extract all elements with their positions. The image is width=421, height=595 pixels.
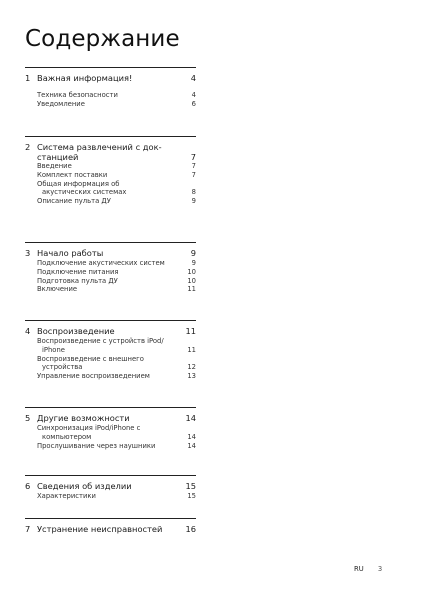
toc-section-7 (25, 518, 196, 539)
section-title: Другие возможности (37, 413, 130, 423)
entry-title: Техника безопасности (37, 91, 118, 99)
entry-title: Управление воспроизведением (37, 372, 150, 381)
section-number: 6 (25, 481, 31, 491)
toc-entry[interactable] (37, 285, 196, 294)
section-page: 9 (190, 248, 196, 258)
section-heading[interactable] (25, 524, 196, 534)
entry-title: Введение (37, 162, 72, 170)
section-page: 15 (185, 481, 196, 491)
toc-entry[interactable] (37, 180, 196, 198)
entry-title: Общая информация об акустических системах (37, 179, 127, 197)
toc-entry[interactable] (37, 355, 196, 373)
section-page: 16 (185, 524, 196, 534)
entry-page: 13 (187, 372, 196, 381)
entry-page: 7 (191, 170, 196, 179)
entry-title: Описание пульта ДУ (37, 197, 111, 206)
entry-title: Характеристики (37, 492, 96, 500)
toc-entry[interactable] (37, 337, 196, 355)
entry-page: 8 (191, 188, 196, 197)
entry-title: Воспроизведение с внешнего устройства (37, 354, 144, 372)
section-page: 4 (190, 73, 196, 83)
page-title: Содержание (25, 26, 180, 52)
section-number: 3 (25, 248, 31, 258)
entry-page: 10 (187, 267, 196, 276)
section-page: 14 (185, 413, 196, 423)
section-number: 2 (25, 142, 31, 152)
section-title: Устранение неисправностей (37, 524, 163, 534)
section-page: 7 (190, 152, 196, 162)
entry-page: 11 (187, 345, 196, 354)
toc-entry[interactable] (37, 197, 196, 206)
table-of-contents (25, 67, 196, 539)
entry-page: 12 (187, 363, 196, 372)
toc-section-2 (25, 136, 196, 242)
entry-title: Прослушивание через наушники (37, 441, 156, 450)
entry-page: 14 (187, 441, 196, 450)
section-heading[interactable] (25, 248, 196, 258)
entry-page: 11 (187, 285, 196, 294)
toc-entry[interactable] (37, 162, 196, 171)
section-number: 5 (25, 413, 31, 423)
toc-entry[interactable] (37, 91, 196, 100)
toc-section-4 (25, 320, 196, 407)
entry-title: Комплект поставки (37, 170, 108, 179)
entry-page: 7 (191, 162, 196, 170)
section-heading[interactable] (25, 326, 196, 336)
language-code: RU (354, 565, 364, 573)
section-title: Воспроизведение (37, 326, 115, 336)
section-number: 4 (25, 326, 31, 336)
entry-title: Подключение акустических систем (37, 259, 165, 267)
entry-title: Подготовка пульта ДУ (37, 276, 118, 285)
toc-section-5 (25, 407, 196, 475)
entry-page: 15 (187, 492, 196, 500)
toc-entry[interactable] (37, 277, 196, 286)
section-heading[interactable] (25, 481, 196, 491)
toc-entry[interactable] (37, 492, 196, 501)
toc-section-1 (25, 67, 196, 136)
page-footer (354, 565, 382, 573)
page-number: 3 (377, 565, 383, 573)
section-title: Система развлечений с док- станцией (37, 142, 162, 162)
toc-entry[interactable] (37, 268, 196, 277)
toc-entry[interactable] (37, 372, 196, 381)
entry-title: Воспроизведение с устройств iPod/ iPhone (37, 337, 164, 354)
section-page: 11 (185, 326, 196, 336)
section-heading[interactable] (25, 73, 196, 83)
toc-entry[interactable] (37, 424, 196, 442)
entry-title: Включение (37, 285, 78, 294)
toc-entry[interactable] (37, 259, 196, 268)
section-heading[interactable] (25, 413, 196, 423)
toc-section-6 (25, 475, 196, 518)
entry-page: 4 (191, 91, 196, 99)
entry-title: Подключение питания (37, 267, 119, 276)
entry-title: Синхронизация iPod/iPhone с компьютером (37, 424, 141, 441)
toc-section-3 (25, 242, 196, 320)
section-number: 7 (25, 524, 31, 534)
section-title: Начало работы (37, 248, 104, 258)
toc-entry[interactable] (37, 171, 196, 180)
toc-entry[interactable] (37, 100, 196, 109)
section-title: Важная информация! (37, 73, 133, 83)
section-number: 1 (25, 73, 31, 83)
entry-page: 14 (187, 432, 196, 441)
entry-title: Уведомление (37, 99, 85, 108)
toc-entry[interactable] (37, 442, 196, 451)
section-title: Сведения об изделии (37, 481, 132, 491)
entry-page: 9 (191, 259, 196, 267)
entry-page: 9 (191, 197, 196, 206)
entry-page: 6 (191, 99, 196, 108)
section-heading[interactable] (25, 142, 196, 162)
entry-page: 10 (187, 276, 196, 285)
